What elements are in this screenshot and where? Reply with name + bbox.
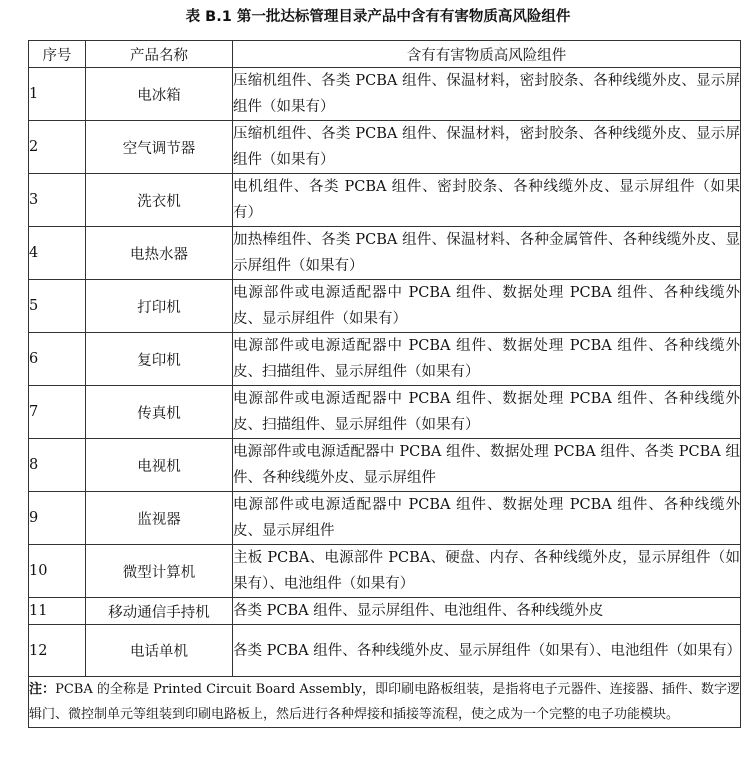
product-name: 电话单机 bbox=[86, 625, 233, 677]
header-seq: 序号 bbox=[29, 41, 86, 68]
hazard-components: 电源部件或电源适配器中 PCBA 组件、数据处理 PCBA 组件、各种线缆外皮、显示屏组件 bbox=[233, 492, 741, 545]
table-row bbox=[29, 280, 741, 333]
hazard-components: 压缩机组件、各类 PCBA 组件、保温材料，密封胶条、各种线缆外皮、显示屏组件（如果有） bbox=[233, 121, 741, 174]
row-number: 1 bbox=[29, 68, 86, 121]
note-row bbox=[29, 677, 741, 728]
table-row bbox=[29, 545, 741, 598]
hazard-components: 加热棒组件、各类 PCBA 组件、保温材料、各种金属管件、各种线缆外皮、显示屏组件（如果有） bbox=[233, 227, 741, 280]
hazard-components: 电机组件、各类 PCBA 组件、密封胶条、各种线缆外皮、显示屏组件（如果有） bbox=[233, 174, 741, 227]
row-number: 4 bbox=[29, 227, 86, 280]
row-number: 12 bbox=[29, 625, 86, 677]
hazard-components: 各类 PCBA 组件、显示屏组件、电池组件、各种线缆外皮 bbox=[233, 598, 741, 625]
table-row bbox=[29, 598, 741, 625]
header-hazard-components: 含有有害物质高风险组件 bbox=[233, 41, 741, 68]
header-row bbox=[29, 41, 741, 68]
row-number: 5 bbox=[29, 280, 86, 333]
hazard-components: 电源部件或电源适配器中 PCBA 组件、数据处理 PCBA 组件、各种线缆外皮、扫描组件、显示屏组件（如果有） bbox=[233, 333, 741, 386]
table-row bbox=[29, 386, 741, 439]
hazard-components: 电源部件或电源适配器中 PCBA 组件、数据处理 PCBA 组件、各种线缆外皮、扫描组件、显示屏组件（如果有） bbox=[233, 386, 741, 439]
hazard-components: 电源部件或电源适配器中 PCBA 组件、数据处理 PCBA 组件、各种线缆外皮、显示屏组件（如果有） bbox=[233, 280, 741, 333]
row-number: 3 bbox=[29, 174, 86, 227]
note-label: 注： bbox=[29, 682, 56, 697]
hazard-components: 主板 PCBA、电源部件 PCBA、硬盘、内存、各种线缆外皮，显示屏组件（如果有）、电池组件（如果有） bbox=[233, 545, 741, 598]
row-number: 6 bbox=[29, 333, 86, 386]
row-number: 11 bbox=[29, 598, 86, 625]
header-product-name: 产品名称 bbox=[86, 41, 233, 68]
table-row bbox=[29, 227, 741, 280]
product-name: 空气调节器 bbox=[86, 121, 233, 174]
product-name: 移动通信手持机 bbox=[86, 598, 233, 625]
row-number: 2 bbox=[29, 121, 86, 174]
note-text: PCBA 的全称是 Printed Circuit Board Assembly，即印刷电路板组装，是指将电子元器件、连接器、插件、数字逻辑门、微控制单元等组装到印刷电路板上，然后进行各种焊接和插接等流程，使之成为一个完整的电子功能模块。 bbox=[29, 682, 740, 722]
row-number: 7 bbox=[29, 386, 86, 439]
product-name: 监视器 bbox=[86, 492, 233, 545]
hazard-components: 电源部件或电源适配器中 PCBA 组件、数据处理 PCBA 组件、各类 PCBA 组件、各种线缆外皮、显示屏组件 bbox=[233, 439, 741, 492]
product-name: 电冰箱 bbox=[86, 68, 233, 121]
product-name: 复印机 bbox=[86, 333, 233, 386]
row-number: 9 bbox=[29, 492, 86, 545]
product-name: 打印机 bbox=[86, 280, 233, 333]
hazard-components: 压缩机组件、各类 PCBA 组件、保温材料，密封胶条、各种线缆外皮、显示屏组件（如果有） bbox=[233, 68, 741, 121]
table-row bbox=[29, 492, 741, 545]
table-title: 表 B.1 第一批达标管理目录产品中含有有害物质高风险组件 bbox=[185, 9, 571, 25]
product-name: 微型计算机 bbox=[86, 545, 233, 598]
table-row bbox=[29, 68, 741, 121]
table-row bbox=[29, 333, 741, 386]
table-row bbox=[29, 625, 741, 677]
hazard-components: 各类 PCBA 组件、各种线缆外皮、显示屏组件（如果有）、电池组件（如果有） bbox=[233, 625, 741, 677]
row-number: 8 bbox=[29, 439, 86, 492]
table-row bbox=[29, 439, 741, 492]
table-note bbox=[29, 677, 741, 728]
row-number: 10 bbox=[29, 545, 86, 598]
product-name: 传真机 bbox=[86, 386, 233, 439]
table-row bbox=[29, 121, 741, 174]
product-name: 电视机 bbox=[86, 439, 233, 492]
product-name: 洗衣机 bbox=[86, 174, 233, 227]
table-row bbox=[29, 174, 741, 227]
product-name: 电热水器 bbox=[86, 227, 233, 280]
hazard-components-table bbox=[28, 40, 741, 728]
